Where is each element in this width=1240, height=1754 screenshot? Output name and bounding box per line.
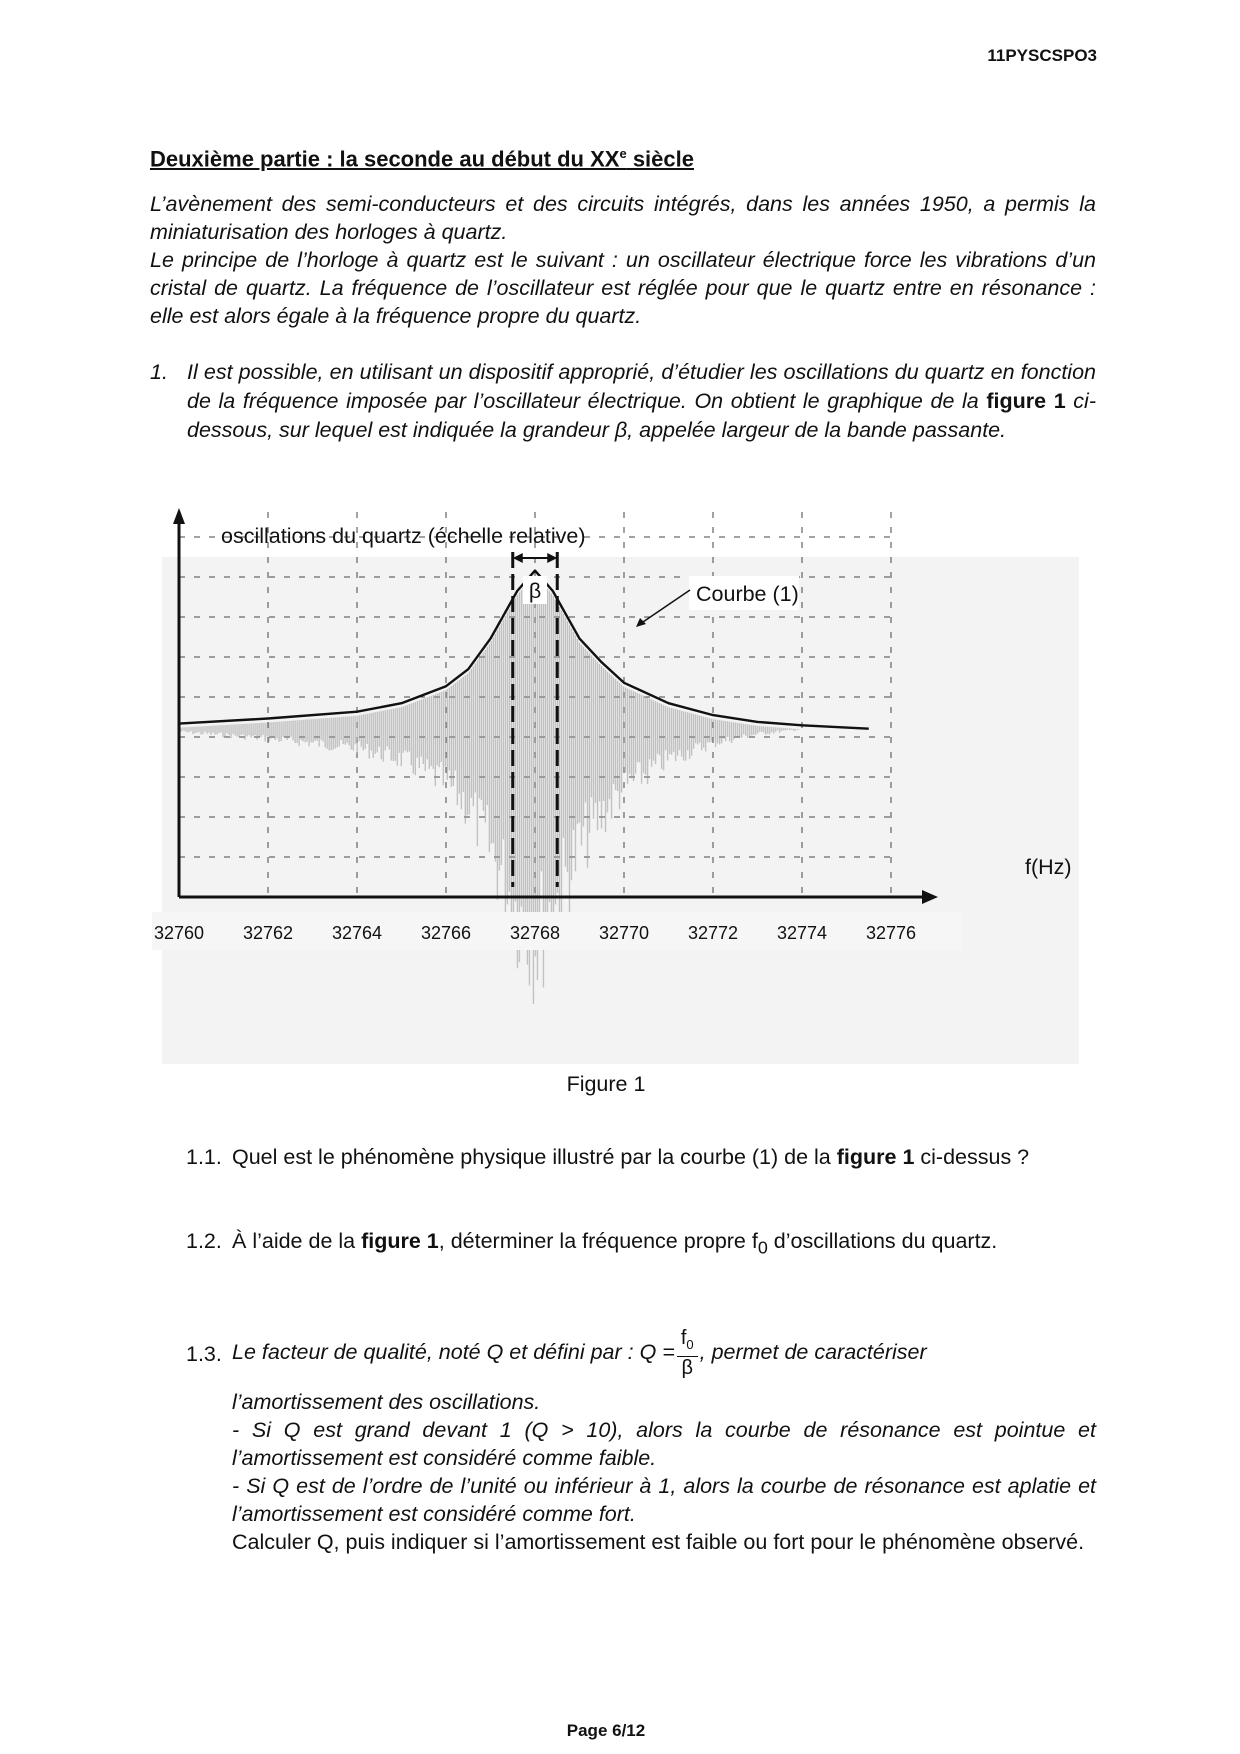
question-1-1: 1.1. Quel est le phénomène physique illustré par la courbe (1) de la figure 1 ci-dessus ?: [186, 1145, 1030, 1169]
y-axis-arrowhead: [173, 508, 185, 524]
intro-paragraph-2: Le principe de l’horloge à quartz est le suivant : un oscillateur électrique force les vibrations d’un cristal de quartz. La fréquence de l’oscillateur est réglée pour que le quartz entre en résonance : elle est alors égale à la fréquence propre du quartz.: [150, 248, 1096, 328]
intro-paragraph-1: L’avènement des semi-conducteurs et des circuits intégrés, dans les années 1950, a permis la miniaturisation des horloges à quartz.: [150, 192, 1096, 244]
resonance-chart: [153, 512, 1079, 1064]
document-code: 11PYSCSPO3: [987, 46, 1097, 65]
x-tick-labels: [152, 912, 962, 950]
x-tick-label: 32776: [865, 923, 917, 943]
quality-factor-fraction: $\frac{f_0}{\beta}$: [677, 1327, 698, 1379]
question-number: 1.: [150, 360, 168, 384]
x-tick-label: 32772: [687, 923, 739, 943]
x-tick-label: 32764: [331, 923, 383, 943]
x-tick-label: 32770: [598, 923, 650, 943]
figure-reference: figure 1: [986, 389, 1066, 413]
section-title: Deuxième partie : la seconde au début du XXe siècle: [150, 146, 694, 172]
y-axis-label: oscillations du quartz (échelle relative): [221, 524, 586, 548]
question-1: 1. Il est possible, en utilisant un dispositif approprié, d’étudier les oscillations du quartz en fonction de la fréquence imposée par l’oscillateur électrique. On obtient le graphique de la figure 1 ci-dessous, sur lequel est indiquée la grandeur β, appelée largeur de la bande passante.: [150, 360, 1096, 442]
x-tick-label: 32774: [776, 923, 828, 943]
x-tick-label: 32768: [509, 923, 561, 943]
x-tick-label: 32760: [153, 923, 205, 943]
x-tick-label: 32762: [242, 923, 294, 943]
question-number: 1.2.: [186, 1229, 222, 1253]
curve-label: Courbe (1): [696, 582, 799, 606]
figure-1: [153, 512, 1079, 1064]
figure-caption: Figure 1: [566, 1072, 646, 1096]
x-tick-label: 32766: [420, 923, 472, 943]
beta-label: β: [528, 579, 542, 603]
question-number: 1.1.: [186, 1145, 222, 1169]
question-1-3: 1.3. Le facteur de qualité, noté Q et défini par : Q = $\frac{f_0}{\beta}$ , permet de caractériser l’amortissement des oscillations. - Si Q est grand devant 1 (Q > 10), alors la courbe de résonance est pointue et l’amortissement est considéré comme faible. - Si Q est de l’ordre de l’unité ou inférieur à 1, alors la courbe de résonance est aplatie et l’amortissement est considéré comme fort. Calculer Q, puis indiquer si l’amortissement est faible ou fort pour le phénomène observé.: [186, 1327, 1096, 1554]
x-axis-label: f(Hz): [1025, 855, 1072, 879]
intro-text: [150, 190, 1096, 330]
question-number: 1.3.: [186, 1342, 222, 1366]
question-1-2: 1.2. À l’aide de la figure 1, déterminer la fréquence propre $f_0$ d’oscillations du quartz.: [186, 1229, 998, 1258]
figure-reference: figure 1: [361, 1229, 439, 1253]
page-number: Page 6/12: [566, 1721, 646, 1740]
figure-reference: figure 1: [836, 1145, 915, 1169]
question-1-3-body: l’amortissement des oscillations. - Si Q est grand devant 1 (Q > 10), alors la courbe de résonance est pointue et l’amortissement est considéré comme faible. - Si Q est de l’ordre de l’unité ou inférieur à 1, alors la courbe de résonance est aplatie et l’amortissement est considéré comme fort. Calculer Q, puis indiquer si l’amortissement est faible ou fort pour le phénomène observé.: [232, 1390, 1096, 1554]
